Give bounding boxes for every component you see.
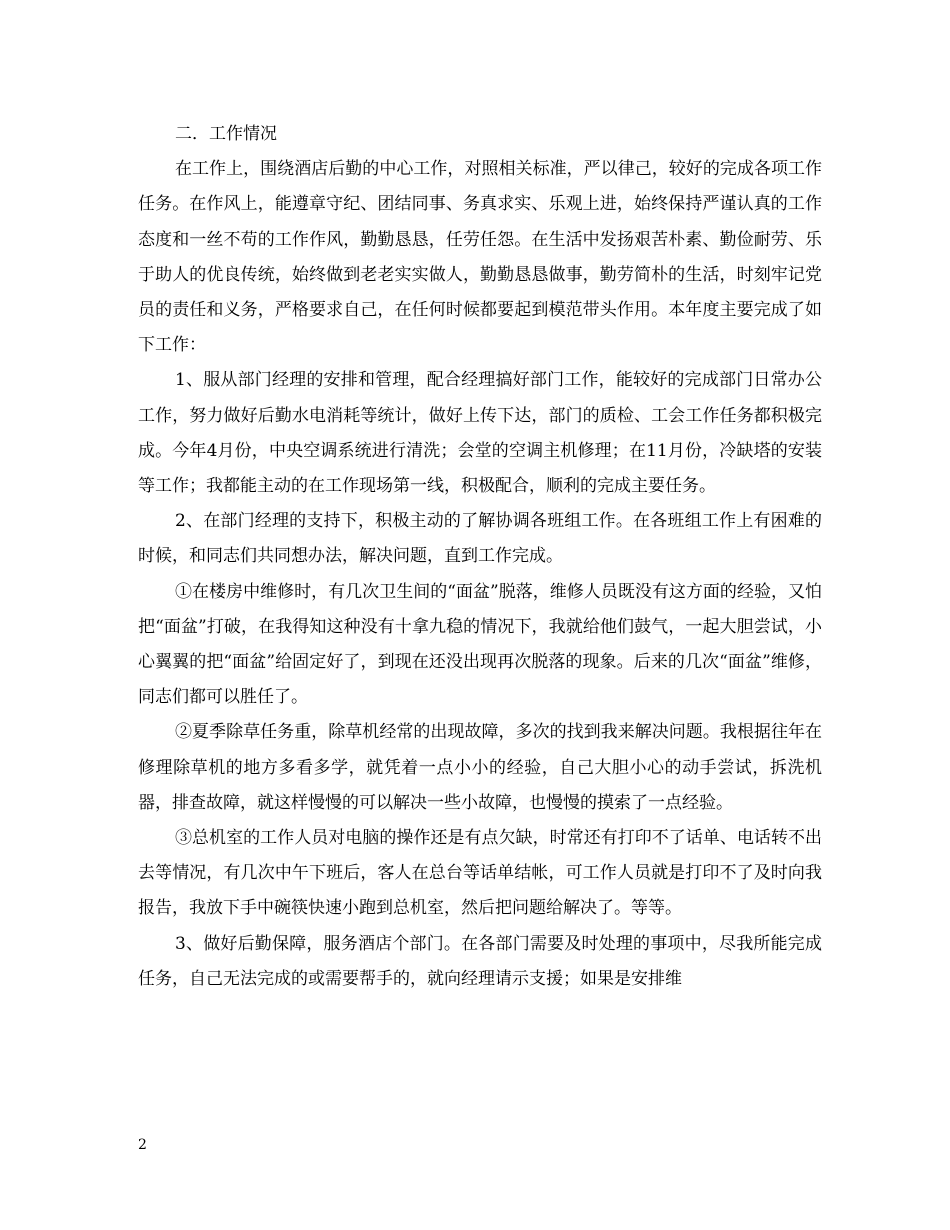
section-heading: 二．工作情况 xyxy=(175,124,277,144)
document-body xyxy=(138,117,822,997)
paragraph-sub-item-2: ②夏季除草任务重，除草机经常的出现故障，多次的找到我来解决问题。我根据往年在修理除草机的地方多看多学，就凭着一点小小的经验，自己大胆小心的动手尝试，拆洗机器，排查故障，就这样慢慢的可以解决一些小故障，也慢慢的摸索了一点经验。 xyxy=(138,722,822,813)
paragraph-item-3: 3、做好后勤保障，服务酒店个部门。在各部门需要及时处理的事项中，尽我所能完成任务，自己无法完成的或需要帮手的，就向经理请示支援；如果是安排维 xyxy=(138,933,822,989)
paragraph-item-2: 2、在部门经理的支持下，积极主动的了解协调各班组工作。在各班组工作上有困难的时候，和同志们共同想办法，解决问题，直到工作完成。 xyxy=(138,511,822,567)
paragraph-item-1: 1、服从部门经理的安排和管理，配合经理搞好部门工作，能较好的完成部门日常办公工作，努力做好后勤水电消耗等统计，做好上传下达，部门的质检、工会工作任务都积极完成。今年4月份，中央空调系统进行清洗；会堂的空调主机修理；在11月份，冷缺塔的安装等工作；我都能主动的在工作现场第一线，积极配合，顺利的完成主要任务。 xyxy=(138,370,822,497)
paragraph-sub-item-3: ③总机室的工作人员对电脑的操作还是有点欠缺，时常还有打印不了话单、电话转不出去等情况，有几次中午下班后，客人在总台等话单结帐，可工作人员就是打印不了及时向我报告，我放下手中碗筷快速小跑到总机室，然后把问题给解决了。等等。 xyxy=(138,828,822,919)
page-number: 2 xyxy=(138,1137,147,1153)
paragraph-intro: 在工作上，围绕酒店后勤的中心工作，对照相关标准，严以律己，较好的完成各项工作任务。在作风上，能遵章守纪、团结同事、务真求实、乐观上进，始终保持严谨认真的工作态度和一丝不苟的工作作风，勤勤恳恳，任劳任怨。在生活中发扬艰苦朴素、勤俭耐劳、乐于助人的优良传统，始终做到老老实实做人，勤勤恳恳做事，勤劳简朴的生活，时刻牢记党员的责任和义务，严格要求自己，在任何时候都要起到模范带头作用。本年度主要完成了如下工作： xyxy=(138,159,822,356)
paragraph-sub-item-1: ①在楼房中维修时，有几次卫生间的“面盆”脱落，维修人员既没有这方面的经验，又怕把“面盆”打破，在我得知这种没有十拿九稳的情况下，我就给他们鼓气，一起大胆尝试，小心翼翼的把“面盆”给固定好了，到现在还没出现再次脱落的现象。后来的几次“面盆”维修，同志们都可以胜任了。 xyxy=(138,581,822,708)
